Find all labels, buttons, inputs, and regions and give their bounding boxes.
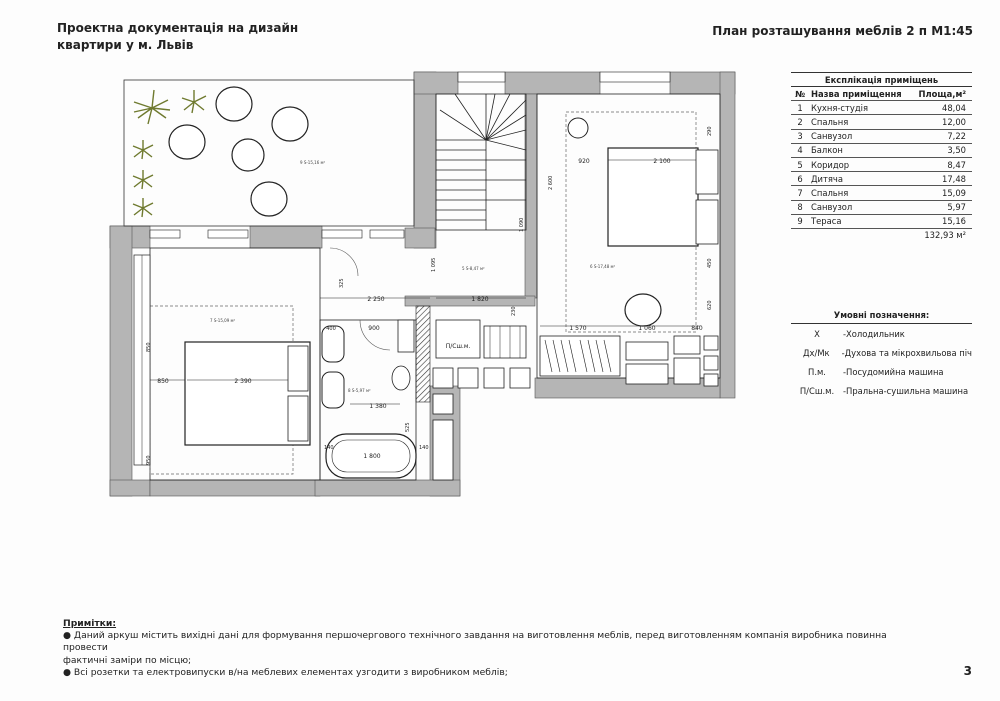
- legend-desc: -Холодильник: [843, 328, 905, 339]
- bedroom-left: [134, 248, 320, 480]
- sheet-title: План розташування меблів 2 п М1:45: [712, 24, 973, 38]
- table-row: [791, 158, 972, 172]
- legend-abbr: П/Сш.м.: [799, 385, 835, 396]
- dim-1800: 1 800: [363, 453, 381, 460]
- row-num: 8: [797, 202, 803, 213]
- table-row: [791, 144, 972, 158]
- dim-140a: 140: [324, 445, 334, 451]
- explication-header-row: [791, 87, 972, 101]
- dim-2100: 2 100: [653, 158, 671, 165]
- dim-400: 400: [326, 326, 336, 332]
- room-label-bedroom: 7 S-15,09 м²: [210, 318, 236, 323]
- row-name: Дитяча: [811, 173, 843, 184]
- row-area: 5,97: [947, 202, 966, 213]
- dim-920: 920: [578, 158, 590, 165]
- dim-950: 950: [146, 455, 152, 465]
- project-title-line2: квартири у м. Львів: [57, 38, 194, 52]
- legend-item: [791, 324, 972, 343]
- wardrobe: [540, 336, 620, 376]
- table-row: [791, 201, 972, 215]
- row-name: Тераса: [811, 216, 842, 227]
- washer-label: П/Сш.м.: [445, 343, 471, 350]
- room-label-kids: 6 S-17,48 м²: [590, 264, 616, 269]
- row-area: 12,00: [942, 116, 966, 127]
- dim-1060: 1 060: [638, 325, 656, 332]
- table-row: [791, 115, 972, 129]
- room-label-terrace: 9 S-15,16 м²: [300, 160, 326, 165]
- row-area: 48,04: [942, 102, 966, 113]
- dim-2390: 2 390: [234, 378, 252, 385]
- legend-desc: -Пральна-сушильна машина: [843, 385, 969, 396]
- row-area: 7,22: [947, 131, 966, 142]
- table-row: [791, 130, 972, 144]
- dim-290: 290: [707, 126, 713, 136]
- storage-cubes: [433, 368, 530, 480]
- dim-2600: 2 600: [548, 175, 554, 190]
- dim-1095: 1 095: [431, 257, 437, 272]
- sink-icon: [322, 372, 344, 408]
- dim-1090: 1 090: [519, 217, 525, 232]
- row-num: 3: [797, 131, 803, 142]
- total-area: 132,93 м²: [924, 230, 966, 241]
- explication-table: [791, 72, 972, 242]
- row-num: 7: [797, 187, 803, 198]
- row-num: 6: [797, 173, 803, 184]
- notes: [63, 618, 923, 679]
- staircase: [436, 94, 526, 230]
- table-row: [791, 172, 972, 186]
- note-line: ● Даний аркуш містить вихідні дані для формування першочергового технічного завдання на виготовлення меблів, перед виготовленням компанія виробника повинна провести: [63, 630, 887, 654]
- dim-2250: 2 250: [367, 296, 385, 303]
- row-area: 17,48: [942, 173, 966, 184]
- row-name: Кухня-студія: [811, 102, 868, 113]
- row-num: 5: [797, 159, 803, 170]
- dim-230: 230: [511, 306, 517, 316]
- dim-1570: 1 570: [569, 325, 587, 332]
- kids-room: [537, 94, 720, 386]
- row-name: Спальня: [811, 116, 849, 127]
- dim-1380: 1 380: [369, 403, 387, 410]
- dim-850: 850: [157, 378, 169, 385]
- row-num: 2: [797, 116, 803, 127]
- legend-desc: -Духова та мікрохвильова піч: [841, 347, 972, 358]
- dim-450: 450: [707, 258, 713, 268]
- page-number: 3: [963, 664, 972, 678]
- col-area: Площа,м²: [918, 88, 966, 99]
- dim-900: 900: [368, 325, 380, 332]
- dim-1820: 1 820: [471, 296, 489, 303]
- room-label-bathroom: 8 S-5,97 м²: [348, 388, 371, 393]
- row-name: Коридор: [811, 159, 850, 170]
- row-name: Балкон: [811, 145, 843, 156]
- dim-525: 525: [405, 422, 411, 432]
- row-area: 3,50: [947, 145, 966, 156]
- note-line: ● Всі розетки та електровипуски в/на меблевих елементах узгодити з виробником меблів;: [63, 666, 508, 678]
- dim-850b: 850: [146, 342, 152, 352]
- col-name: Назва приміщення: [811, 88, 902, 99]
- table-row: [791, 186, 972, 200]
- dim-325: 325: [339, 278, 345, 288]
- dim-140b: 140: [419, 445, 429, 451]
- row-name: Санвузол: [811, 131, 853, 142]
- terrace-furniture: [169, 87, 308, 216]
- row-name: Санвузол: [811, 202, 853, 213]
- explication-title: Експлікація приміщень: [791, 72, 972, 87]
- dim-620: 620: [707, 300, 713, 310]
- legend-abbr: Х: [814, 328, 820, 339]
- legend: [791, 310, 972, 400]
- row-num: 4: [797, 145, 803, 156]
- dim-840: 840: [691, 325, 703, 332]
- row-area: 15,09: [942, 187, 966, 198]
- legend-item: [791, 362, 972, 381]
- row-num: 1: [797, 102, 803, 113]
- legend-title: Умовні позначення:: [791, 310, 972, 324]
- room-label-corridor: 5 S-8,47 м²: [462, 266, 485, 271]
- notes-title: Примітки:: [63, 618, 117, 629]
- legend-desc: -Посудомийна машина: [843, 366, 944, 377]
- legend-abbr: П.м.: [808, 366, 826, 377]
- legend-item: [791, 343, 972, 362]
- round-table: [625, 294, 661, 326]
- row-area: 8,47: [947, 159, 966, 170]
- toilet-icon: [398, 320, 414, 352]
- total-row: [791, 229, 972, 242]
- note-line: фактичні заміри по місцю;: [63, 654, 192, 666]
- row-num: 9: [797, 216, 803, 227]
- table-row: [791, 101, 972, 115]
- bathroom: [320, 320, 429, 480]
- row-name: Спальня: [811, 187, 849, 198]
- row-area: 15,16: [942, 216, 966, 227]
- chair-icon: [568, 118, 588, 138]
- project-title-line1: Проектна документація на дизайн: [57, 21, 299, 35]
- table-row: [791, 215, 972, 229]
- col-num: №: [794, 88, 806, 99]
- legend-abbr: Дх/Мк: [803, 347, 830, 358]
- legend-item: [791, 381, 972, 400]
